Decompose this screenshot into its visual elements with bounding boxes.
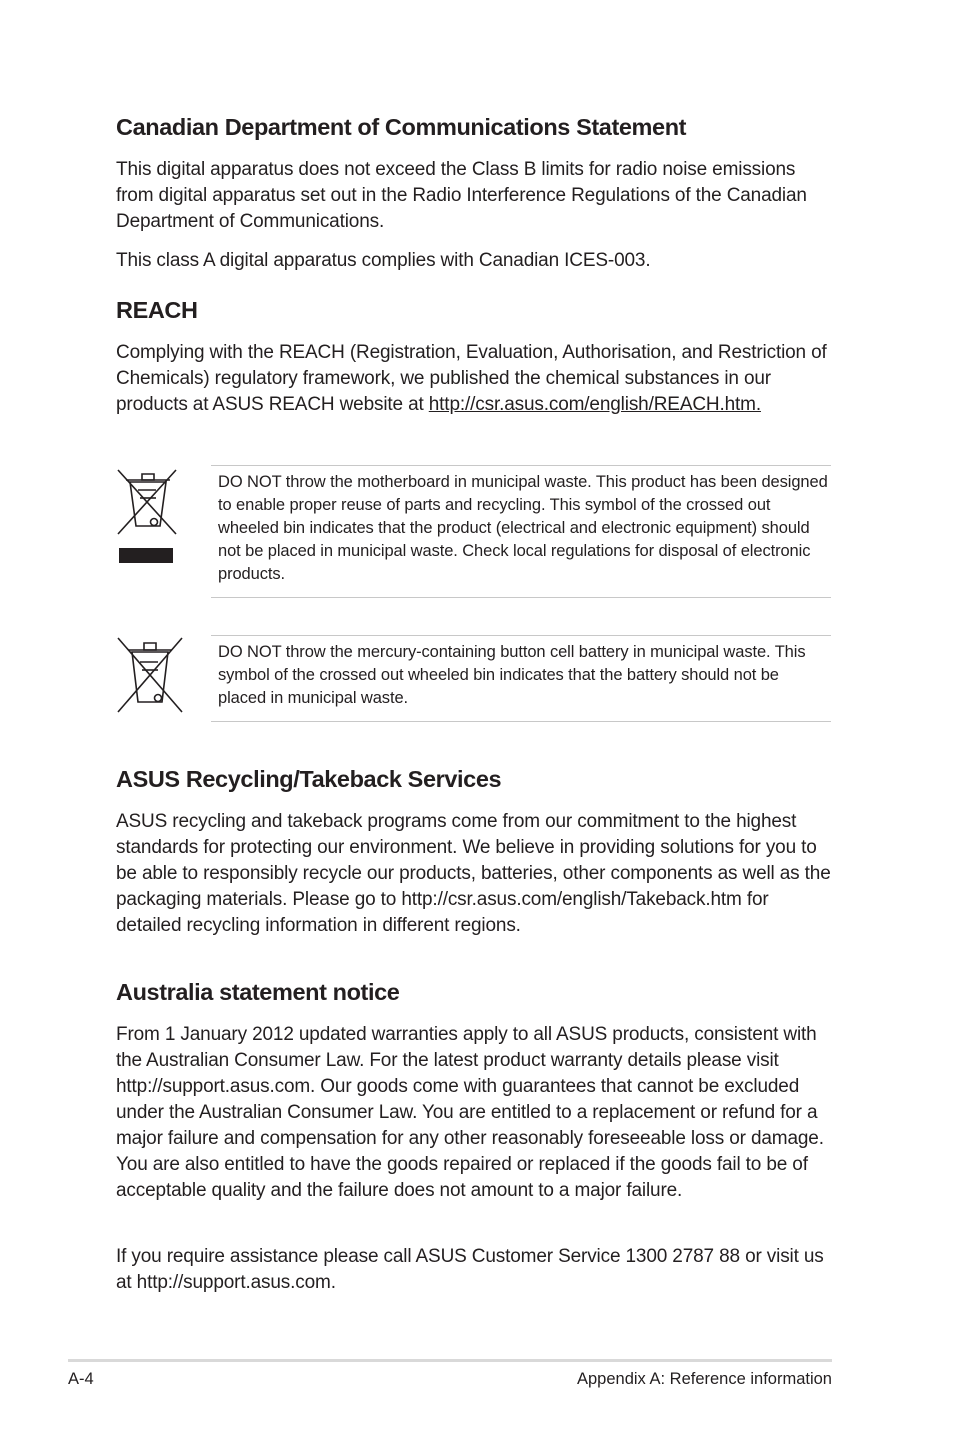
reach-paragraph bbox=[116, 340, 832, 418]
heading-canadian: Canadian Department of Communications Statement bbox=[116, 114, 687, 140]
notice-battery bbox=[211, 635, 831, 722]
australia-paragraph-1: From 1 January 2012 updated warranties apply to all ASUS products, consistent with the Australian Consumer Law. For the latest product warranty details please visit http://support.asus.com. Our goods come with guarantees that cannot be excluded under the Australian Consumer Law. You are entitled to a replacement or refund for a major failure and compensation for any other reasonably foreseeable loss or damage. You are also entitled to have the goods repaired or replaced if the goods fail to be of acceptable quality and the failure does not amount to a major failure. bbox=[116, 1024, 824, 1201]
notice-motherboard bbox=[211, 465, 831, 598]
australia-paragraph-2: If you require assistance please call ASUS Customer Service 1300 2787 88 or visit us at http://support.asus.com. bbox=[116, 1246, 824, 1293]
footer-divider bbox=[68, 1359, 832, 1362]
notice-battery-text: DO NOT throw the mercury-containing button cell battery in municipal waste. This symbol of the crossed out wheeled bin indicates that the battery should not be placed in municipal waste. bbox=[218, 643, 806, 707]
canadian-paragraph-1: This digital apparatus does not exceed the Class B limits for radio noise emissions from digital apparatus set out in the Radio Interference Regulations of the Canadian Department of Communications. bbox=[116, 159, 807, 232]
footer-page-number: A-4 bbox=[68, 1370, 94, 1388]
notice-motherboard-text: DO NOT throw the motherboard in municipal waste. This product has been designed to enable proper reuse of parts and recycling. This symbol of the crossed out wheeled bin indicates that the product (electrical and electronic equipment) should not be placed in municipal waste. Check local regulations for disposal of electronic products. bbox=[218, 473, 828, 583]
crossed-out-wheeled-bin-icon bbox=[116, 468, 180, 571]
reach-link[interactable]: http://csr.asus.com/english/REACH.htm. bbox=[428, 394, 761, 415]
footer-chapter-title: Appendix A: Reference information bbox=[577, 1370, 832, 1388]
recycling-paragraph: ASUS recycling and takeback programs come from our commitment to the highest standards for protecting our environment. We believe in providing solutions for you to be able to responsibly recycle our products, batteries, other components as well as the packaging materials. Please go to http://csr.asus.com/english/Takeback.htm for detailed recycling information in different regions. bbox=[116, 811, 831, 936]
heading-recycling: ASUS Recycling/Takeback Services bbox=[116, 766, 502, 792]
heading-australia: Australia statement notice bbox=[116, 979, 400, 1005]
crossed-out-battery-bin-icon bbox=[116, 636, 184, 719]
reach-paragraph-text: Complying with the REACH (Registration, Evaluation, Authorisation, and Restriction of Chemicals) regulatory framework, we published the chemical substances in our products at ASUS REACH website at bbox=[116, 342, 827, 415]
canadian-paragraph-2: This class A digital apparatus complies with Canadian ICES-003. bbox=[116, 250, 651, 271]
heading-reach: REACH bbox=[116, 297, 198, 323]
